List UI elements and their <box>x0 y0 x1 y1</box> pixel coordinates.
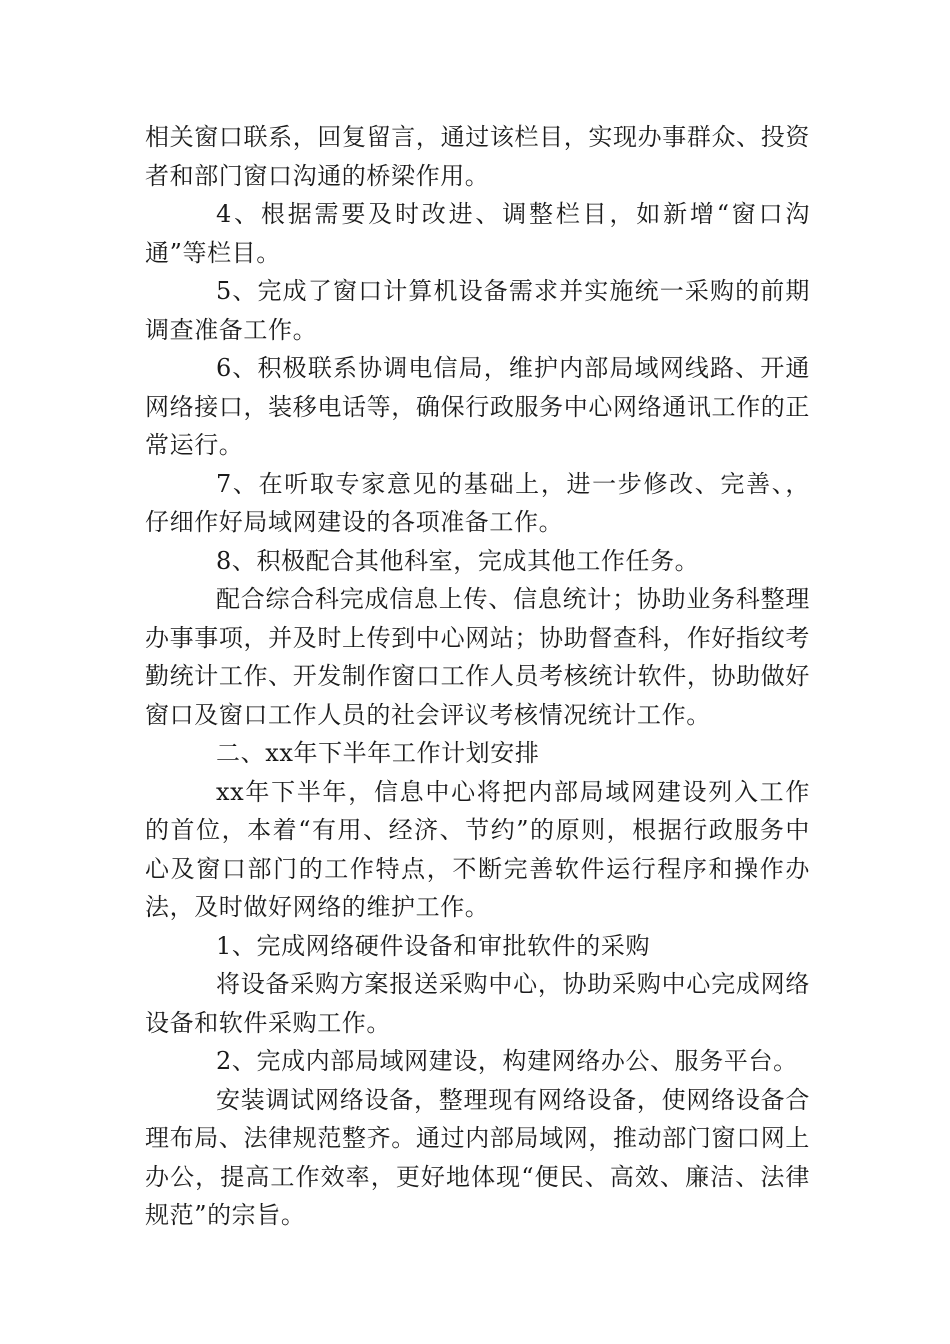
paragraph-cooperation: 配合综合科完成信息上传、信息统计；协助业务科整理办事事项，并及时上传到中心网站；协助督查科，作好指纹考勤统计工作、开发制作窗口工作人员考核统计软件，协助做好窗口及窗口工作人员的社会评议考核情况统计工作。 <box>145 585 810 729</box>
paragraph-plan-intro: xx年下半年，信息中心将把内部局域网建设列入工作的首位，本着“有用、经济、节约”的原则，根据行政服务中心及窗口部门的工作特点，不断完善软件运行程序和操作办法，及时做好网络的维护工作。 <box>145 777 810 921</box>
document-body <box>145 118 810 1235</box>
plan-item-2-body: 安装调试网络设备，整理现有网络设备，使网络设备合理布局、法律规范整齐。通过内部局域网，推动部门窗口网上办公，提高工作效率，更好地体现“便民、高效、廉洁、法律规范”的宗旨。 <box>145 1085 810 1229</box>
paragraph-item-6: 6、积极联系协调电信局，维护内部局域网线路、开通网络接口，装移电话等，确保行政服务中心网络通讯工作的正常运行。 <box>145 354 810 459</box>
plan-item-1-body: 将设备采购方案报送采购中心，协助采购中心完成网络设备和软件采购工作。 <box>145 970 810 1037</box>
paragraph-item-8: 8、积极配合其他科室，完成其他工作任务。 <box>216 546 700 575</box>
paragraph-item-4: 4、根据需要及时改进、调整栏目，如新增“窗口沟通”等栏目。 <box>145 200 810 267</box>
paragraph-item-5: 5、完成了窗口计算机设备需求并实施统一采购的前期调查准备工作。 <box>145 277 810 344</box>
paragraph-item-7: 7、在听取专家意见的基础上，进一步修改、完善、，仔细作好局域网建设的各项准备工作。 <box>145 469 810 536</box>
plan-item-1-heading: 1、完成网络硬件设备和审批软件的采购 <box>216 931 651 960</box>
paragraph-continuation: 相关窗口联系，回复留言，通过该栏目，实现办事群众、投资者和部门窗口沟通的桥梁作用。 <box>145 123 810 190</box>
plan-item-2-heading: 2、完成内部局域网建设，构建网络办公、服务平台。 <box>216 1047 798 1075</box>
section-heading-plan: 二、xx年下半年工作计划安排 <box>216 739 540 767</box>
